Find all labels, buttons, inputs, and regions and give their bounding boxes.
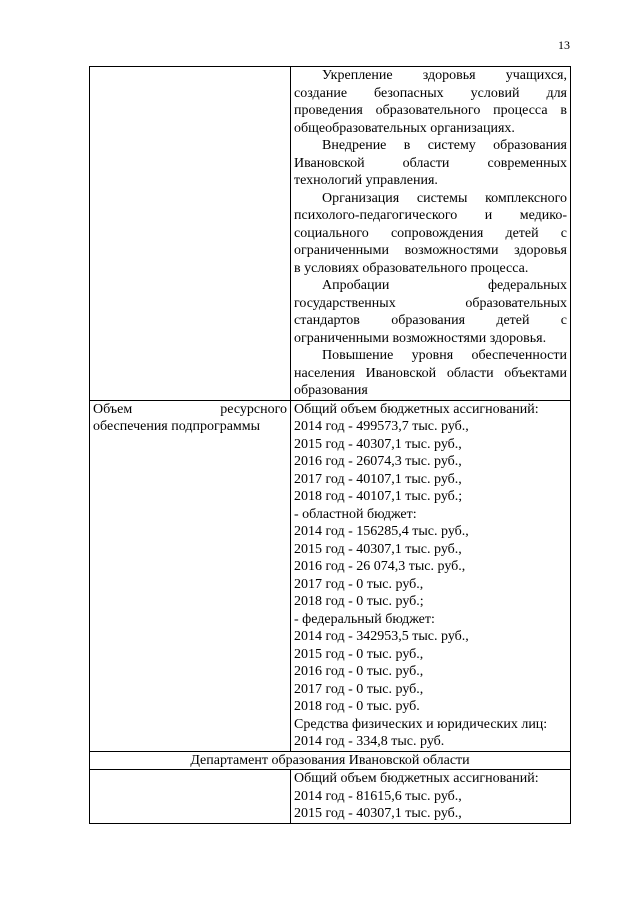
resource-label-cell — [90, 400, 291, 751]
department-budget-row — [90, 770, 571, 824]
budget-line: 2015 год - 40307,1 тыс. руб., — [294, 436, 462, 452]
resource-label-word: Объем — [93, 401, 133, 417]
goal-line: ограниченными возможностями здоровья. — [294, 330, 547, 346]
goal-line: создание безопасных условий для — [294, 85, 567, 101]
goal-line: населения Ивановской области объектами — [294, 365, 567, 381]
budget-line: 2014 год - 499573,7 тыс. руб., — [294, 419, 469, 434]
budget-line: Общий объем бюджетных ассигнований: — [294, 771, 539, 786]
goals-label-cell — [90, 67, 291, 401]
resource-row — [90, 400, 571, 751]
budget-line: 2014 год - 342953,5 тыс. руб., — [294, 629, 469, 644]
budget-line: Общий объем бюджетных ассигнований: — [294, 401, 539, 417]
goal-line: социального сопровождения детей с — [294, 225, 567, 241]
budget-line: 2016 год - 26 074,3 тыс. руб., — [294, 559, 466, 574]
resource-label-word: ресурсного — [220, 401, 287, 417]
goal-line: образования — [294, 383, 368, 398]
resource-cell — [291, 400, 571, 751]
budget-line: 2018 год - 0 тыс. руб.; — [294, 594, 424, 609]
budget-line: 2017 год - 0 тыс. руб., — [294, 681, 424, 697]
budget-line: 2017 год - 40107,1 тыс. руб., — [294, 471, 462, 487]
department-header-row — [90, 751, 571, 770]
budget-line: Средства физических и юридических лиц: — [294, 716, 548, 732]
goal-line: психолого-педагогического и медико- — [294, 208, 567, 223]
goal-line: Внедрение в систему образования — [322, 138, 567, 153]
page-number: 13 — [558, 38, 570, 52]
budget-line: 2015 год - 0 тыс. руб., — [294, 646, 424, 662]
budget-line: 2014 год - 334,8 тыс. руб. — [294, 734, 445, 749]
goal-line: Апробации федеральных — [322, 278, 567, 293]
budget-line: 2017 год - 0 тыс. руб., — [294, 576, 424, 592]
goal-paragraph — [294, 137, 567, 190]
goal-line: проведения образовательного процесса в — [294, 103, 567, 118]
goal-paragraph — [294, 347, 567, 400]
goal-line: Организация системы комплексного — [322, 190, 567, 206]
department-budget-cell — [291, 770, 571, 824]
budget-line: - областной бюджет: — [294, 506, 417, 522]
goal-paragraph — [294, 190, 567, 278]
budget-line: 2016 год - 0 тыс. руб., — [294, 664, 424, 679]
goal-line: государственных образовательных — [294, 295, 567, 311]
goals-cell — [291, 67, 571, 401]
department-label-cell — [90, 770, 291, 824]
goals-row — [90, 67, 571, 401]
budget-line: 2015 год - 40307,1 тыс. руб., — [294, 806, 462, 821]
goal-line: стандартов образования детей с — [294, 313, 567, 328]
budget-line: 2015 год - 40307,1 тыс. руб., — [294, 541, 462, 557]
goal-paragraph — [294, 277, 567, 347]
goal-line: Повышение уровня обеспеченности — [322, 348, 567, 363]
budget-line: 2014 год - 156285,4 тыс. руб., — [294, 524, 469, 539]
goal-line: ограниченными возможностями здоровья — [294, 243, 567, 258]
goal-line: Ивановской области современных — [294, 155, 567, 171]
goal-line: общеобразовательных организациях. — [294, 120, 515, 136]
budget-line: 2018 год - 40107,1 тыс. руб.; — [294, 489, 463, 504]
program-passport-table — [89, 66, 571, 824]
goal-line: технологий управления. — [294, 173, 438, 188]
budget-line: - федеральный бюджет: — [294, 611, 435, 627]
budget-line: 2014 год - 81615,6 тыс. руб., — [294, 788, 462, 804]
goal-line: Укрепление здоровья учащихся, — [322, 68, 567, 83]
resource-label-line — [93, 401, 287, 419]
department-title: Департамент образования Ивановской области — [90, 751, 571, 770]
budget-line: 2016 год - 26074,3 тыс. руб., — [294, 454, 462, 469]
goal-line: в условиях образовательного процесса. — [294, 260, 529, 276]
goal-paragraph — [294, 67, 567, 137]
budget-line: 2018 год - 0 тыс. руб. — [294, 699, 420, 714]
resource-label-line: обеспечения подпрограммы — [93, 419, 261, 434]
